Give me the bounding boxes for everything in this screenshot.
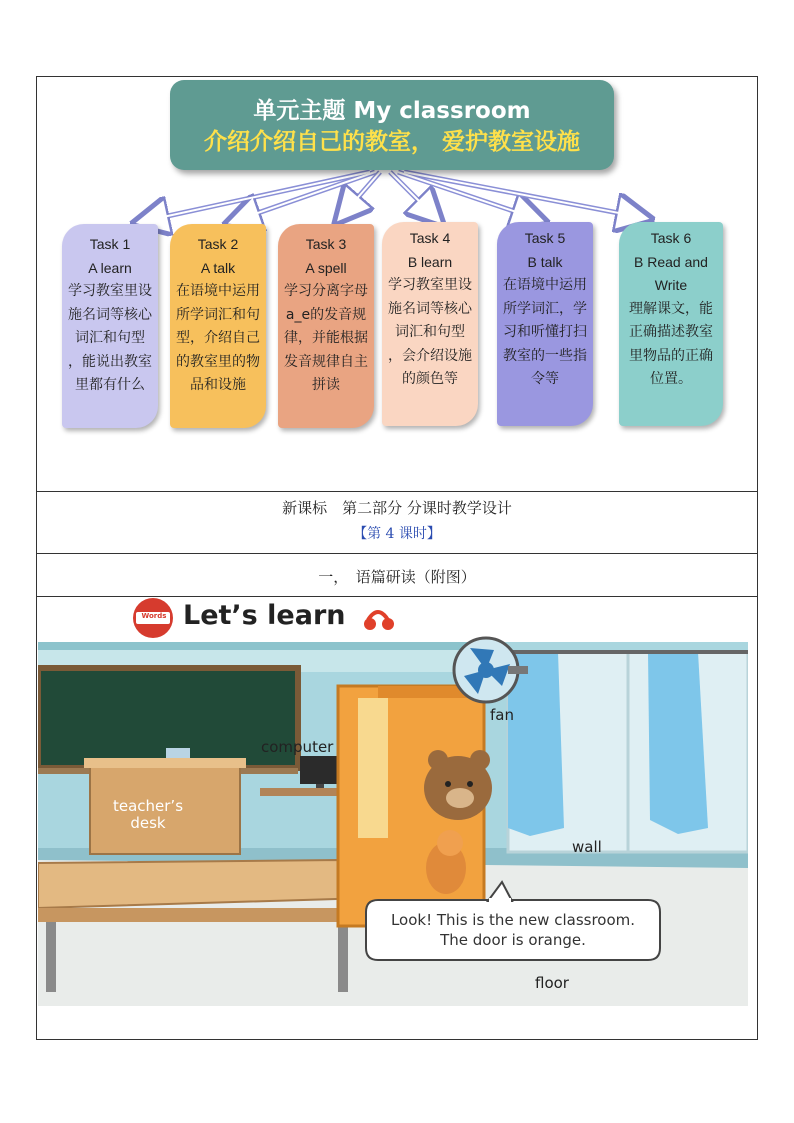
row-divider bbox=[36, 553, 758, 554]
label-fan: fan bbox=[490, 706, 514, 724]
classroom-illustration bbox=[38, 598, 748, 1006]
task-card-1 bbox=[62, 224, 158, 428]
task-name: Task 4 bbox=[409, 230, 451, 246]
lets-learn-heading: Let’s learn bbox=[183, 600, 346, 631]
task-description: 在语境中运用所学词汇，学习和听懂打扫教室的一些指令等 bbox=[503, 277, 587, 387]
row-divider bbox=[36, 596, 758, 597]
task-type: B Read and Write bbox=[634, 253, 708, 293]
task-name: Task 5 bbox=[524, 230, 566, 246]
task-type: A spell bbox=[305, 259, 347, 276]
task-name: Task 6 bbox=[650, 230, 692, 246]
speech-bubble-text: Look! This is the new classroom. The door is orange. bbox=[390, 911, 636, 949]
task-card-4 bbox=[382, 222, 478, 426]
unit-theme-subtitle: 介绍介绍自己的教室， 爱护教室设施 bbox=[203, 129, 580, 155]
label-computer: computer bbox=[261, 738, 334, 756]
label-wall: wall bbox=[572, 838, 602, 856]
section-heading-analysis: 一， 语篇研读（附图） bbox=[318, 568, 476, 586]
task-name: Task 1 bbox=[89, 236, 131, 252]
task-card-2 bbox=[170, 224, 266, 428]
task-description: 学习教室里设施名词等核心词汇和句型 ，能说出教室里都有什么 bbox=[68, 283, 152, 393]
section-heading: 新课标 第二部分 分课时教学设计 bbox=[282, 499, 512, 517]
row-divider bbox=[36, 491, 758, 492]
task-description: 理解课文，能正确描述教室里物品的正确位置。 bbox=[629, 300, 713, 387]
task-description: 在语境中运用所学词汇和句型，介绍自己的教室里的物品和设施 bbox=[176, 283, 260, 393]
task-type: A learn bbox=[88, 259, 132, 276]
label-teachers-desk: teacher’s desk bbox=[112, 797, 184, 832]
unit-theme-title: 单元主题 My classroom bbox=[253, 98, 531, 124]
task-name: Task 2 bbox=[197, 236, 239, 252]
task-type: B talk bbox=[527, 253, 563, 270]
task-type: B learn bbox=[407, 253, 453, 270]
words-badge: Words bbox=[141, 612, 167, 620]
task-description: 学习教室里设施名词等核心词汇和句型 ，会介绍设施的颜色等 bbox=[388, 277, 472, 387]
lesson-number: 【第 4 课时】 bbox=[353, 526, 441, 542]
task-card-6 bbox=[619, 222, 723, 426]
task-description: 学习分离字母a_e的发音规律，并能根据发音规律自主拼读 bbox=[284, 283, 368, 393]
task-card-5 bbox=[497, 222, 593, 426]
task-name: Task 3 bbox=[305, 236, 347, 252]
task-type: A talk bbox=[200, 259, 236, 276]
unit-theme-banner bbox=[170, 80, 614, 170]
label-floor: floor bbox=[535, 974, 569, 992]
task-card-3 bbox=[278, 224, 374, 428]
arrow-group bbox=[140, 172, 645, 222]
